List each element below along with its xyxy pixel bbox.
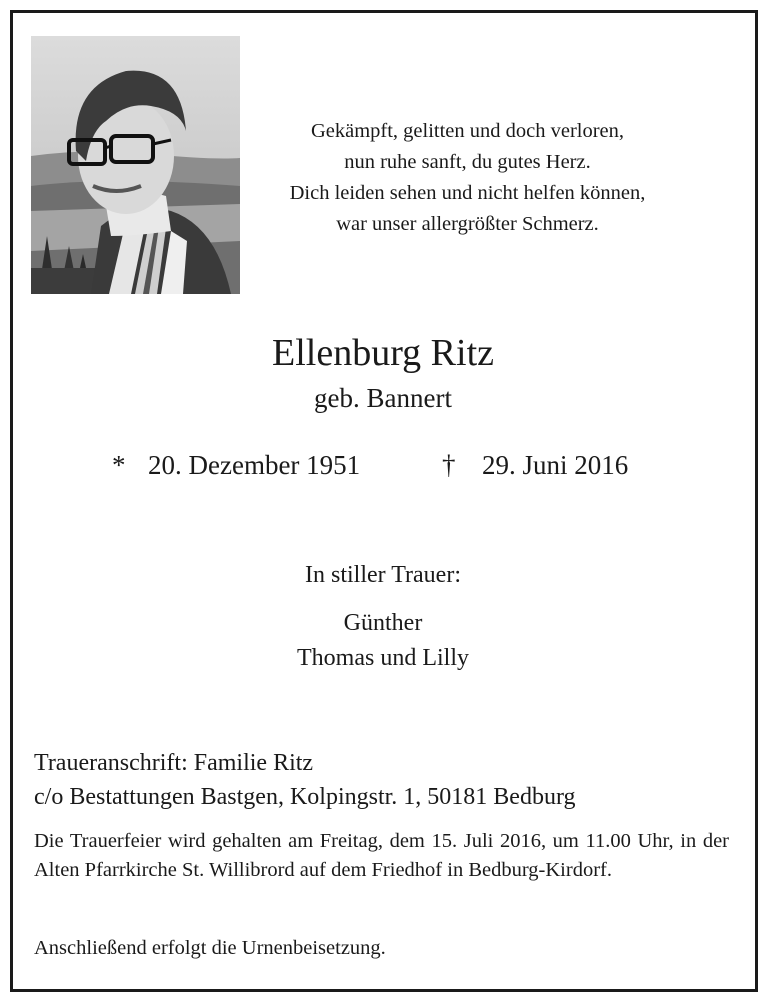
maiden-name: geb. Bannert (314, 383, 452, 413)
portrait-photo (31, 36, 240, 294)
funeral-service-text: Die Trauerfeier wird gehalten am Freitag, dem 15. Juli 2016, um 11.00 Uhr, in der Alten Pfarrkirche St. Willibrord auf dem Friedhof in Bedburg-Kirdorf. (34, 830, 729, 881)
mourner-name: Günther (343, 610, 423, 636)
poem-line: Dich leiden sehen und nicht helfen können, (289, 182, 646, 204)
address-line: Traueranschrift: Familie Ritz (34, 750, 314, 776)
address-line: c/o Bestattungen Bastgen, Kolpingstr. 1, 50181 Bedburg (34, 784, 576, 810)
mourner-name: Thomas und Lilly (297, 645, 469, 671)
burial-note: Anschließend erfolgt die Urnenbeisetzung. (34, 937, 386, 959)
portrait-illustration (31, 36, 240, 294)
birth-symbol: * (112, 450, 126, 480)
poem-line: nun ruhe sanft, du gutes Herz. (344, 151, 591, 173)
poem (255, 116, 680, 240)
death-date: 29. Juni 2016 (482, 450, 629, 480)
poem-line: war unser allergrößter Schmerz. (336, 213, 599, 235)
poem-line: Gekämpft, gelitten und doch verloren, (310, 120, 625, 142)
mourning-address (34, 746, 576, 814)
deceased-name: Ellenburg Ritz (272, 332, 494, 374)
death-symbol: † (442, 450, 456, 480)
birth-date: 20. Dezember 1951 (148, 450, 361, 480)
mourners-list (0, 606, 766, 676)
mourning-heading: In stiller Trauer: (305, 562, 461, 588)
